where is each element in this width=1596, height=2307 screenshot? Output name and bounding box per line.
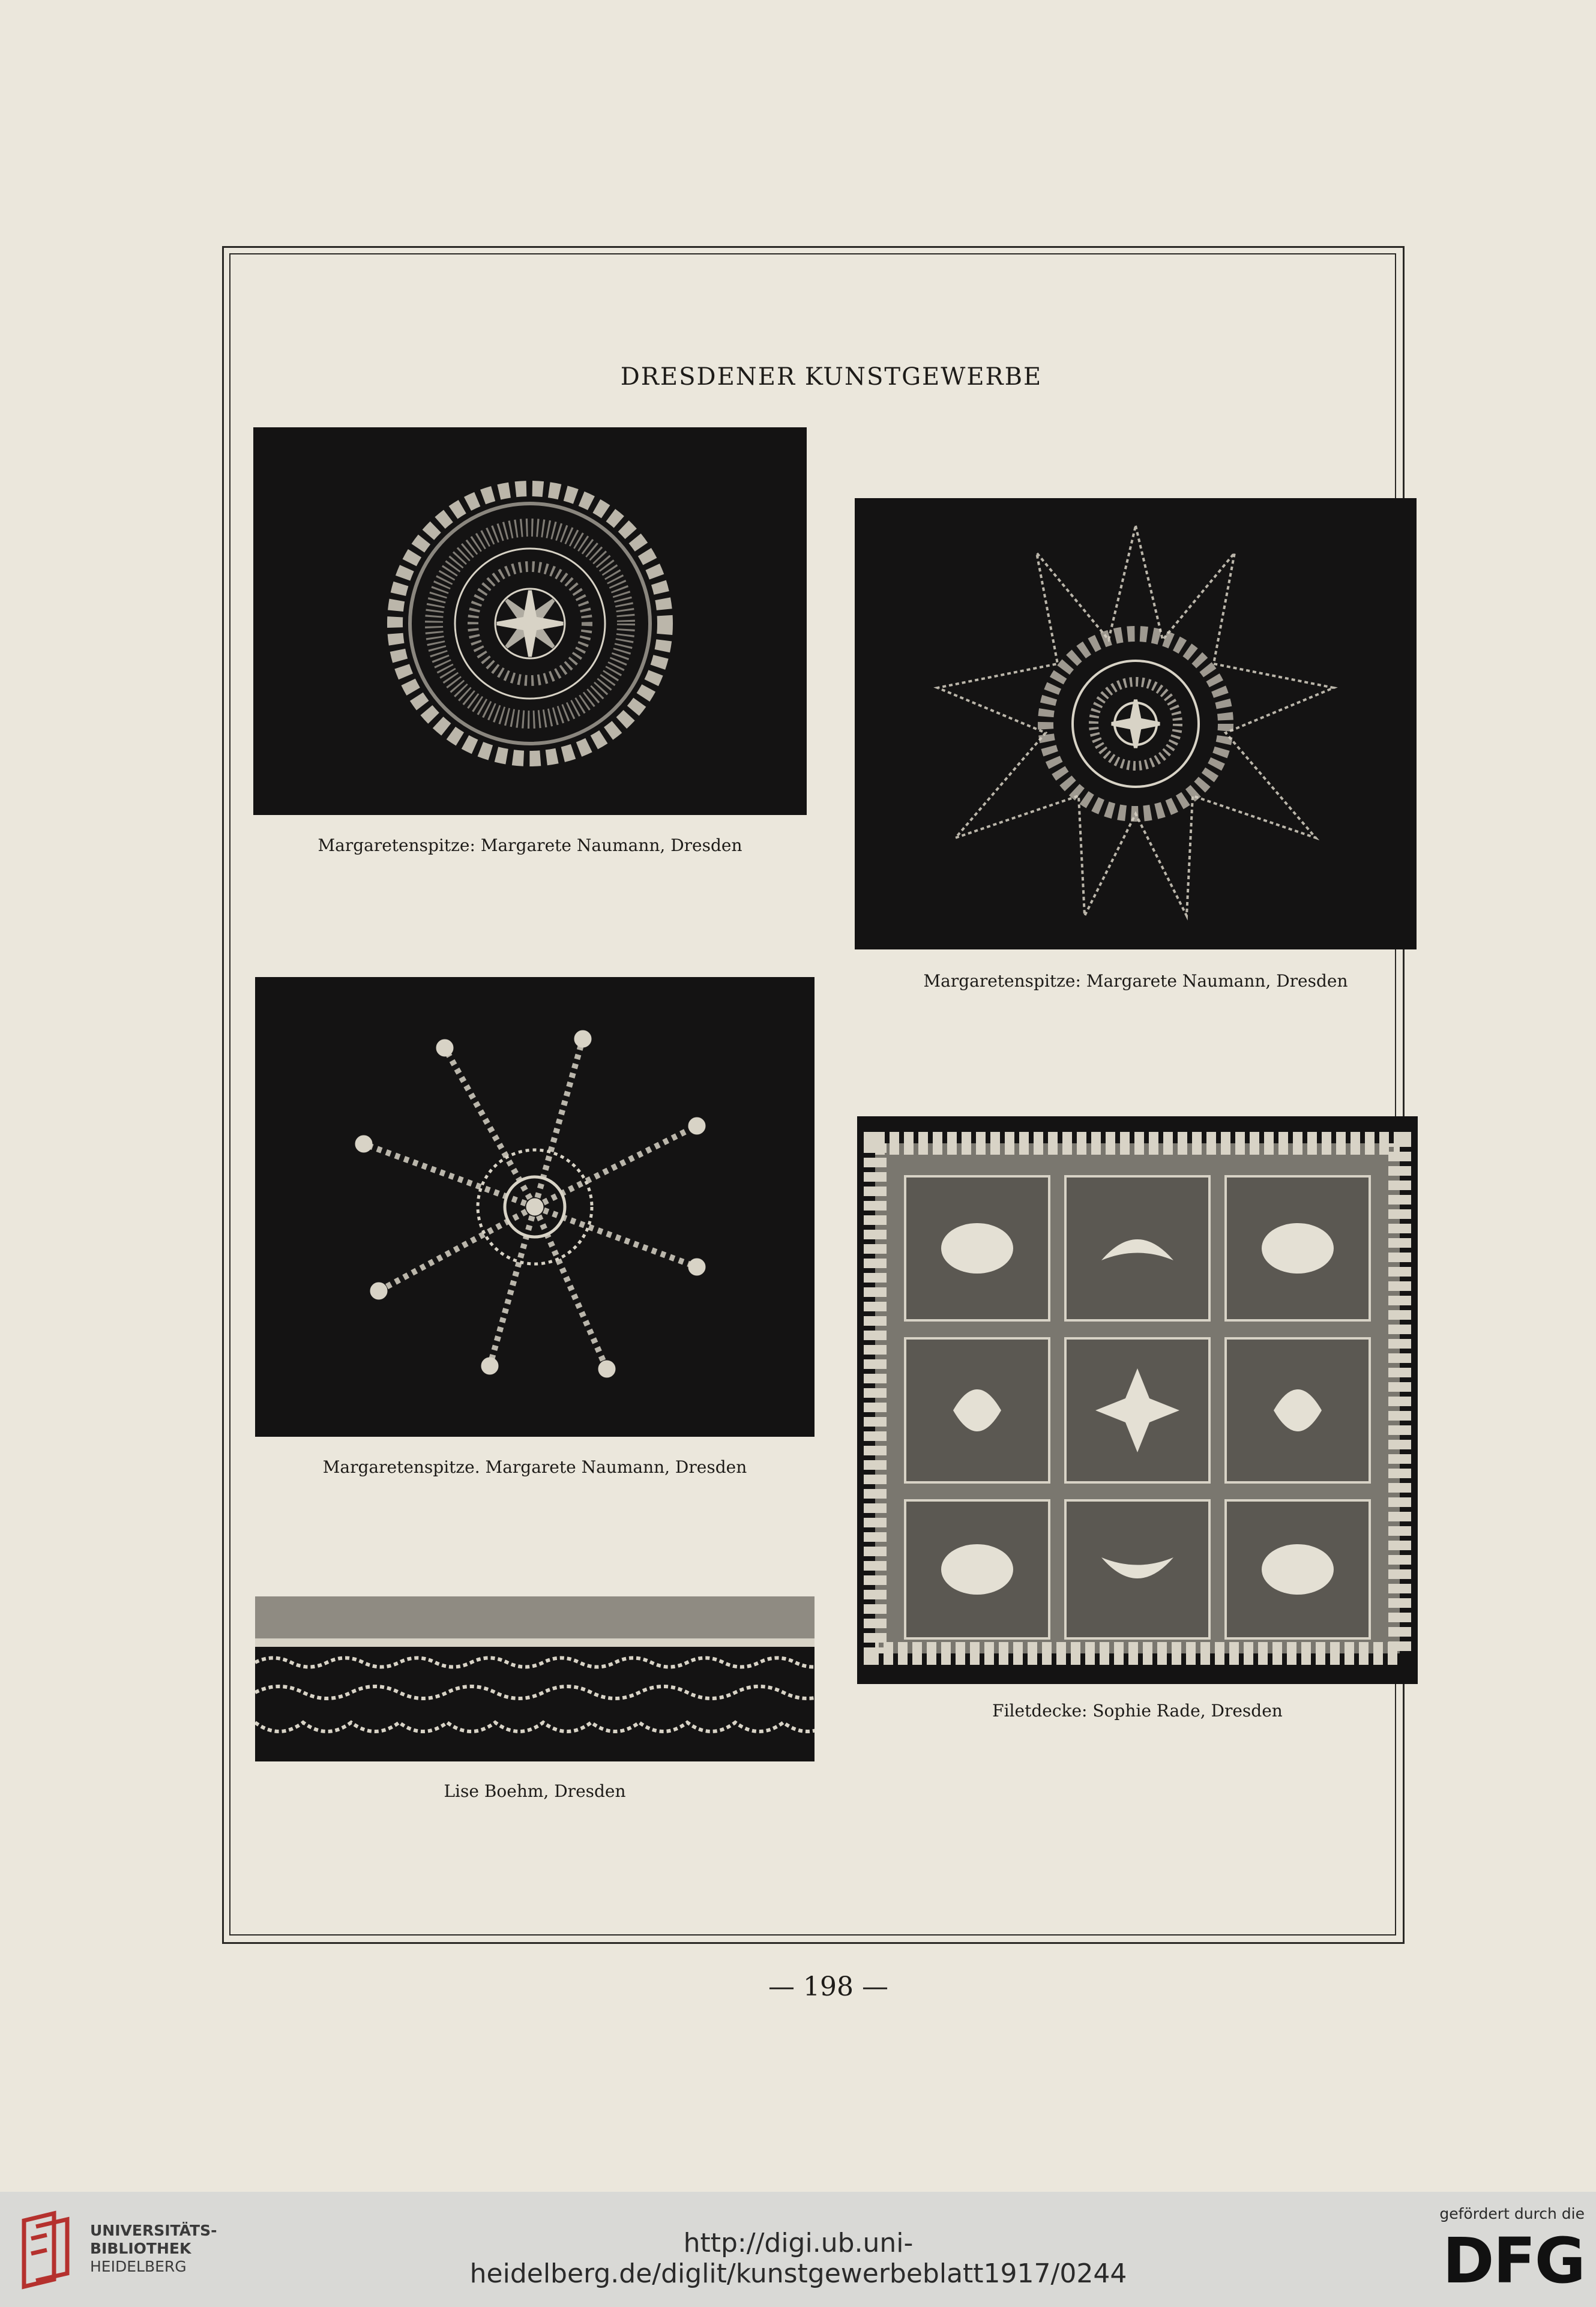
filet-cloth-illustration — [857, 1116, 1418, 1684]
library-name-line1: UNIVERSITÄTS- — [90, 2222, 217, 2239]
figure-star-doily — [855, 498, 1417, 949]
funded-by-label: gefördert durch die — [1439, 2205, 1585, 2222]
page-heading: DRESDENER KUNSTGEWERBE — [620, 363, 1043, 391]
star-doily-illustration — [855, 498, 1417, 949]
library-name — [90, 2222, 217, 2276]
caption-lace-border: Lise Boehm, Dresden — [444, 1781, 626, 1801]
round-doily-illustration — [253, 427, 807, 815]
figure-filet-cloth — [857, 1116, 1418, 1684]
caption-eight-arm-star: Margaretenspitze. Margarete Naumann, Dresden — [322, 1457, 747, 1477]
figure-eight-arm-star — [255, 977, 815, 1437]
caption-round-doily: Margaretenspitze: Margarete Naumann, Dresden — [318, 835, 742, 855]
lace-border-illustration — [255, 1596, 815, 1761]
caption-filet-cloth: Filetdecke: Sophie Rade, Dresden — [992, 1701, 1283, 1721]
page-number: — 198 — — [768, 1972, 888, 2002]
figure-lace-border — [255, 1596, 815, 1761]
source-url-link[interactable]: http://digi.ub.uni-heidelberg.de/diglit/kunstgewerbeblatt1917/0244 — [469, 2228, 1127, 2289]
library-name-line3: HEIDELBERG — [90, 2258, 187, 2275]
dfg-logo: DFG — [1442, 2224, 1585, 2297]
library-name-line2: BIBLIOTHEK — [90, 2240, 191, 2257]
library-logo-icon — [18, 2209, 76, 2293]
eight-arm-star-illustration — [255, 977, 815, 1437]
figure-round-doily — [253, 427, 807, 815]
caption-star-doily: Margaretenspitze: Margarete Naumann, Dresden — [923, 971, 1348, 991]
